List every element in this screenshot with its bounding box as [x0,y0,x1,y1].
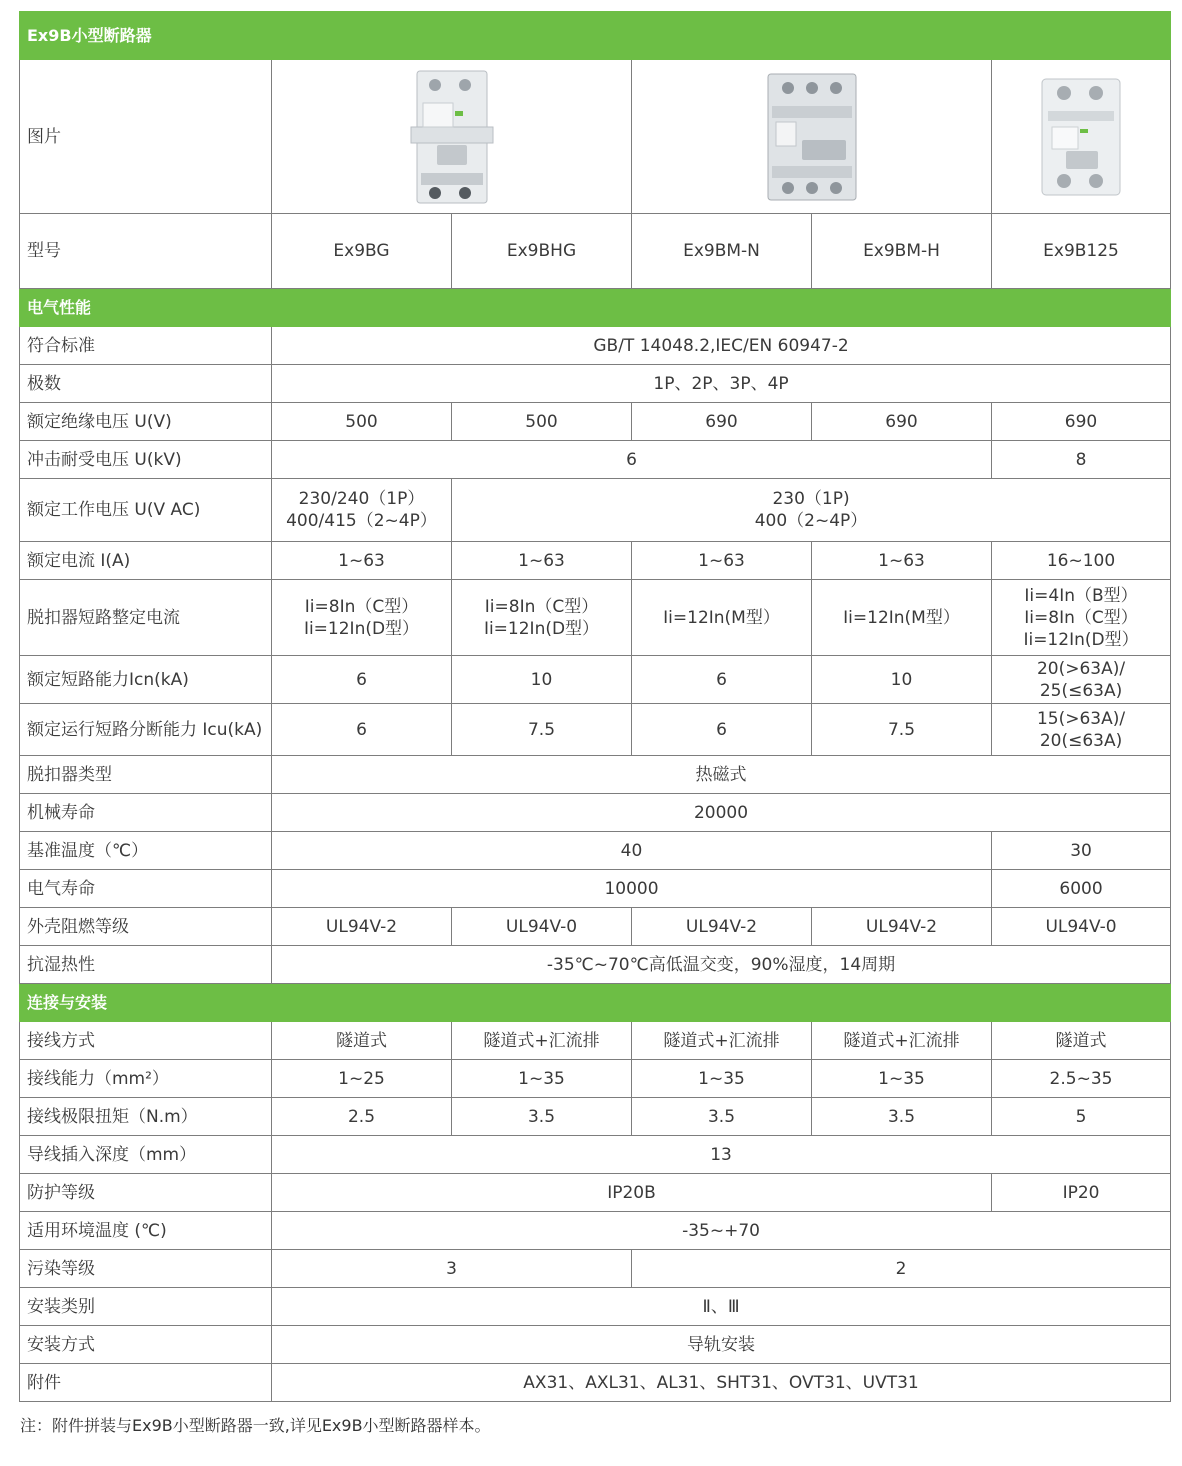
row-label: 安装方式 [20,1326,272,1364]
value-line: Ii=8In（C型） [304,596,419,617]
row-value [452,580,632,656]
row-value: 16~100 [992,542,1171,580]
row-value [992,580,1171,656]
table-row [20,1288,1171,1326]
value-line: 20(>63A)/ [1036,658,1126,679]
row-value: 1~35 [452,1060,632,1098]
table-row [20,704,1171,756]
row-value: 6 [632,704,812,756]
row-value: 8 [992,441,1171,479]
table-row [20,327,1171,365]
row-value [992,704,1171,756]
table-row [20,365,1171,403]
row-label: 机械寿命 [20,794,272,832]
value-line: 400/415（2~4P） [286,511,437,531]
value-line: Ii=8In（C型） [1024,607,1138,628]
row-label: 额定工作电压 U(V AC) [20,479,272,542]
row-label: 防护等级 [20,1174,272,1212]
row-value: AX31、AXL31、AL31、SHT31、OVT31、UVT31 [272,1364,1171,1402]
row-value: 1~35 [632,1060,812,1098]
row-label: 污染等级 [20,1250,272,1288]
table-row [20,1364,1171,1402]
row-label: 附件 [20,1364,272,1402]
row-value: Ⅱ、Ⅲ [272,1288,1171,1326]
table-row [20,441,1171,479]
row-value: Ii=12In(M型） [812,580,992,656]
value-line: Ii=12In(D型） [303,618,420,639]
row-label: 脱扣器短路整定电流 [20,580,272,656]
model-cell: Ex9B125 [992,214,1171,289]
image-label: 图片 [20,60,272,214]
row-value: 10 [452,656,632,704]
table-row [20,1136,1171,1174]
table-row [20,1212,1171,1250]
row-value: UL94V-2 [812,908,992,946]
row-label: 额定绝缘电压 U(V) [20,403,272,441]
row-value: 690 [632,403,812,441]
row-value: GB/T 14048.2,IEC/EN 60947-2 [272,327,1171,365]
row-label: 额定电流 I(A) [20,542,272,580]
table-row [20,1250,1171,1288]
row-value: UL94V-2 [632,908,812,946]
table-title: Ex9B小型断路器 [20,12,1171,60]
value-line: Ii=4In（B型） [1024,585,1138,606]
section-connection [20,984,1171,1022]
table-row [20,542,1171,580]
row-value: 5 [992,1098,1171,1136]
row-value [452,479,1171,542]
row-label: 额定短路能力Icn(kA) [20,656,272,704]
row-label: 安装类别 [20,1288,272,1326]
row-value: 7.5 [812,704,992,756]
table-row [20,756,1171,794]
row-value: 30 [992,832,1171,870]
row-value: 1~63 [452,542,632,580]
row-value: 10000 [272,870,992,908]
image-row [20,60,1171,214]
row-value: 1~63 [632,542,812,580]
row-value: 1P、2P、3P、4P [272,365,1171,403]
value-line: 230/240（1P） [298,489,425,509]
row-label: 冲击耐受电压 U(kV) [20,441,272,479]
model-cell: Ex9BM-H [812,214,992,289]
row-label: 电气寿命 [20,870,272,908]
row-value: 1~63 [272,542,452,580]
row-value: 6 [272,656,452,704]
row-label: 外壳阻燃等级 [20,908,272,946]
row-label: 适用环境温度 (℃) [20,1212,272,1250]
row-value [272,580,452,656]
row-value: 热磁式 [272,756,1171,794]
row-value: 20000 [272,794,1171,832]
product-image-3p [632,60,992,214]
table-row [20,908,1171,946]
row-label: 接线能力（mm²） [20,1060,272,1098]
table-row [20,870,1171,908]
model-cell: Ex9BM-N [632,214,812,289]
value-line: 20(≤63A) [1039,730,1123,751]
row-value: 2.5 [272,1098,452,1136]
section-title: 连接与安装 [20,984,1171,1022]
row-label: 抗湿热性 [20,946,272,984]
row-value: 隧道式+汇流排 [632,1022,812,1060]
row-value: 500 [272,403,452,441]
value-line: Ii=12In(D型） [1023,629,1139,650]
table-row [20,946,1171,984]
row-value: -35℃~70℃高低温交变，90%湿度，14周期 [272,946,1171,984]
spec-sheet [19,11,1170,1402]
row-value [992,656,1171,704]
row-value: 导轨安装 [272,1326,1171,1364]
row-value: 6 [272,441,992,479]
table-row [20,479,1171,542]
footnote: 注：附件拼装与Ex9B小型断路器一致,详见Ex9B小型断路器样本。 [20,1416,491,1435]
row-value: 3.5 [812,1098,992,1136]
value-line: 230（1P) [772,489,850,509]
table-row [20,1098,1171,1136]
value-line: 400（2~4P） [754,511,868,531]
row-value: 隧道式+汇流排 [452,1022,632,1060]
row-value: 隧道式 [992,1022,1171,1060]
row-value: 1~35 [812,1060,992,1098]
row-value: 隧道式+汇流排 [812,1022,992,1060]
row-label: 额定运行短路分断能力 Icu(kA) [20,704,272,756]
row-label: 极数 [20,365,272,403]
row-label: 导线插入深度（mm） [20,1136,272,1174]
table-row [20,403,1171,441]
table-row [20,832,1171,870]
table-row [20,1326,1171,1364]
row-value: Ii=12In(M型） [632,580,812,656]
value-line: Ii=12In(D型） [483,618,600,639]
value-line: 15(>63A)/ [1036,708,1126,729]
section-title: 电气性能 [20,289,1171,327]
row-label: 符合标准 [20,327,272,365]
row-value: 1~25 [272,1060,452,1098]
product-image-2p [272,60,632,214]
spec-table [19,11,1171,1402]
row-value: UL94V-0 [992,908,1171,946]
row-value: 500 [452,403,632,441]
row-value [272,479,452,542]
row-label: 接线极限扭矩（N.m） [20,1098,272,1136]
row-value: 6 [272,704,452,756]
row-value: IP20B [272,1174,992,1212]
row-value: 13 [272,1136,1171,1174]
product-image-125 [992,60,1171,214]
row-value: 6 [632,656,812,704]
row-value: UL94V-0 [452,908,632,946]
model-label: 型号 [20,214,272,289]
row-value: 2 [632,1250,1171,1288]
row-value: -35~+70 [272,1212,1171,1250]
table-row [20,1060,1171,1098]
row-label: 接线方式 [20,1022,272,1060]
model-row [20,214,1171,289]
row-value: 10 [812,656,992,704]
row-value: UL94V-2 [272,908,452,946]
breaker-3p-image [762,72,862,202]
row-value: 6000 [992,870,1171,908]
row-value: 7.5 [452,704,632,756]
row-value: 3.5 [632,1098,812,1136]
row-value: 690 [812,403,992,441]
table-row [20,656,1171,704]
row-value: IP20 [992,1174,1171,1212]
row-value: 3 [272,1250,632,1288]
model-cell: Ex9BHG [452,214,632,289]
value-line: Ii=8In（C型） [484,596,599,617]
table-row [20,794,1171,832]
row-label: 基准温度（℃） [20,832,272,870]
value-line: 25(≤63A) [1039,680,1123,701]
breaker-2p-image [407,67,497,207]
row-value: 隧道式 [272,1022,452,1060]
row-label: 脱扣器类型 [20,756,272,794]
title-row [20,12,1171,60]
table-row [20,580,1171,656]
table-row [20,1022,1171,1060]
row-value: 690 [992,403,1171,441]
row-value: 3.5 [452,1098,632,1136]
row-value: 1~63 [812,542,992,580]
row-value: 40 [272,832,992,870]
table-row [20,1174,1171,1212]
model-cell: Ex9BG [272,214,452,289]
breaker-125-image [1036,77,1126,197]
row-value: 2.5~35 [992,1060,1171,1098]
section-electrical [20,289,1171,327]
